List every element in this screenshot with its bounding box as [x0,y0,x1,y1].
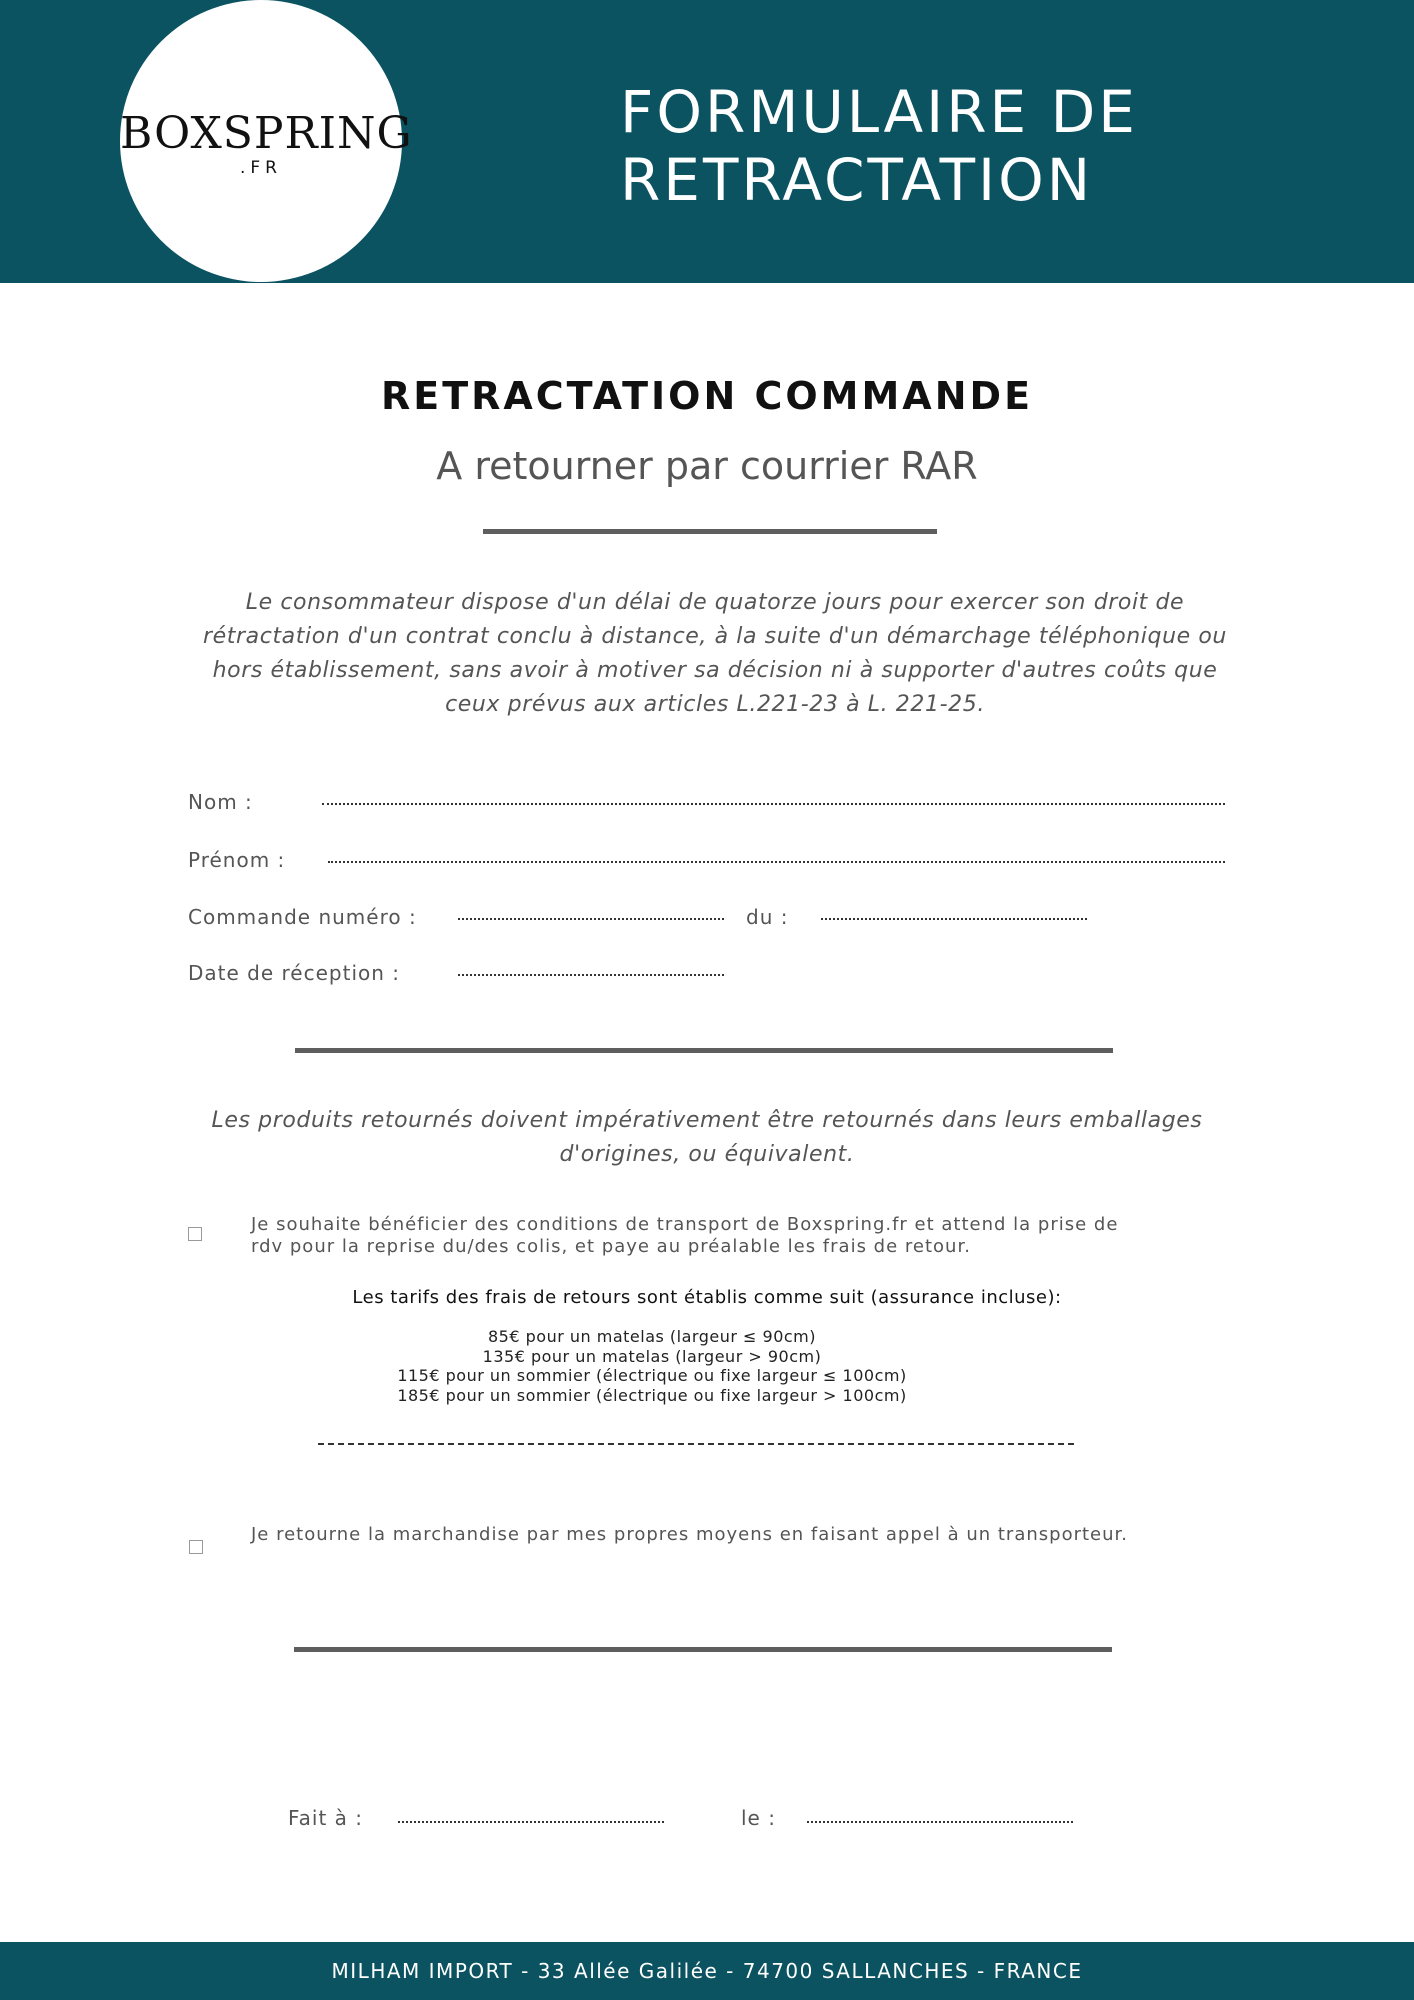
page-title-line-2: RETRACTATION [620,146,1094,214]
date-reception-label: Date de réception : [188,961,401,985]
logo-domain: .FR [240,158,282,178]
le-label: le : [741,1806,776,1830]
option-own-transport-text: Je retourne la marchandise par mes propres moyens en faisant appel à un transporteur. [251,1524,1128,1545]
packaging-notice: Les produits retournés doivent impérativement être retournés dans leurs emballages d'origines, ou équivalent. [211,1108,1203,1167]
footer-banner [0,1942,1414,2000]
page-title-line-1: FORMULAIRE DE [620,78,1138,146]
tariff-item: 185€ pour un sommier (électrique ou fixe largeur > 100cm) [397,1385,907,1405]
section-title: RETRACTATION COMMANDE [380,374,1034,418]
header-banner [0,0,1414,283]
fait-a-label: Fait à : [288,1806,364,1830]
divider-bottom [294,1647,1112,1652]
tariffs-heading: Les tarifs des frais de retours sont établis comme suit (assurance incluse): [352,1287,1062,1308]
date-reception-field[interactable] [458,974,724,976]
option-own-transport-checkbox[interactable] [189,1540,203,1554]
legal-intro-text: Le consommateur dispose d'un délai de quatorze jours pour exercer son droit de rétractation d'un contrat conclu à distance, à la suite d'un démarchage téléphonique ou hors établissement, sans avoir à motiver sa décision ni à supporter d'autres coûts que ceux prévus aux articles L.221-23 à L. 221-25. [203,590,1227,717]
fait-a-field[interactable] [398,1821,664,1823]
signature-date-field[interactable] [807,1821,1073,1823]
commande-number-field[interactable] [458,918,724,920]
logo [120,0,413,282]
commande-label: Commande numéro : [188,905,417,929]
tariff-item: 135€ pour un matelas (largeur > 90cm) [482,1346,822,1366]
page-title [620,78,1138,214]
nom-field[interactable] [322,803,1225,805]
logo-wordmark: BOXSPRING [120,108,413,159]
du-label: du : [746,905,789,929]
prenom-label: Prénom : [188,848,286,872]
divider-top [483,529,937,534]
nom-label: Nom : [188,790,253,814]
divider-middle [295,1048,1113,1053]
option-transport-boxspring-text: Je souhaite bénéficier des conditions de transport de Boxspring.fr et attend la prise de rdv pour la reprise du/des colis, et paye au préalable les frais de retour. [251,1214,1119,1257]
section-subtitle: A retourner par courrier RAR [436,444,978,488]
commande-date-field[interactable] [821,918,1087,920]
company-address: MILHAM IMPORT - 33 Allée Galilée - 74700 SALLANCHES - FRANCE [331,1959,1083,1983]
tariff-item: 85€ pour un matelas (largeur ≤ 90cm) [488,1327,816,1346]
option-transport-boxspring-checkbox[interactable] [188,1227,202,1241]
prenom-field[interactable] [328,861,1225,863]
tariffs-list [0,1327,1304,1405]
tariff-item: 115€ pour un sommier (électrique ou fixe largeur ≤ 100cm) [397,1366,907,1385]
dashed-separator [318,1443,1074,1445]
